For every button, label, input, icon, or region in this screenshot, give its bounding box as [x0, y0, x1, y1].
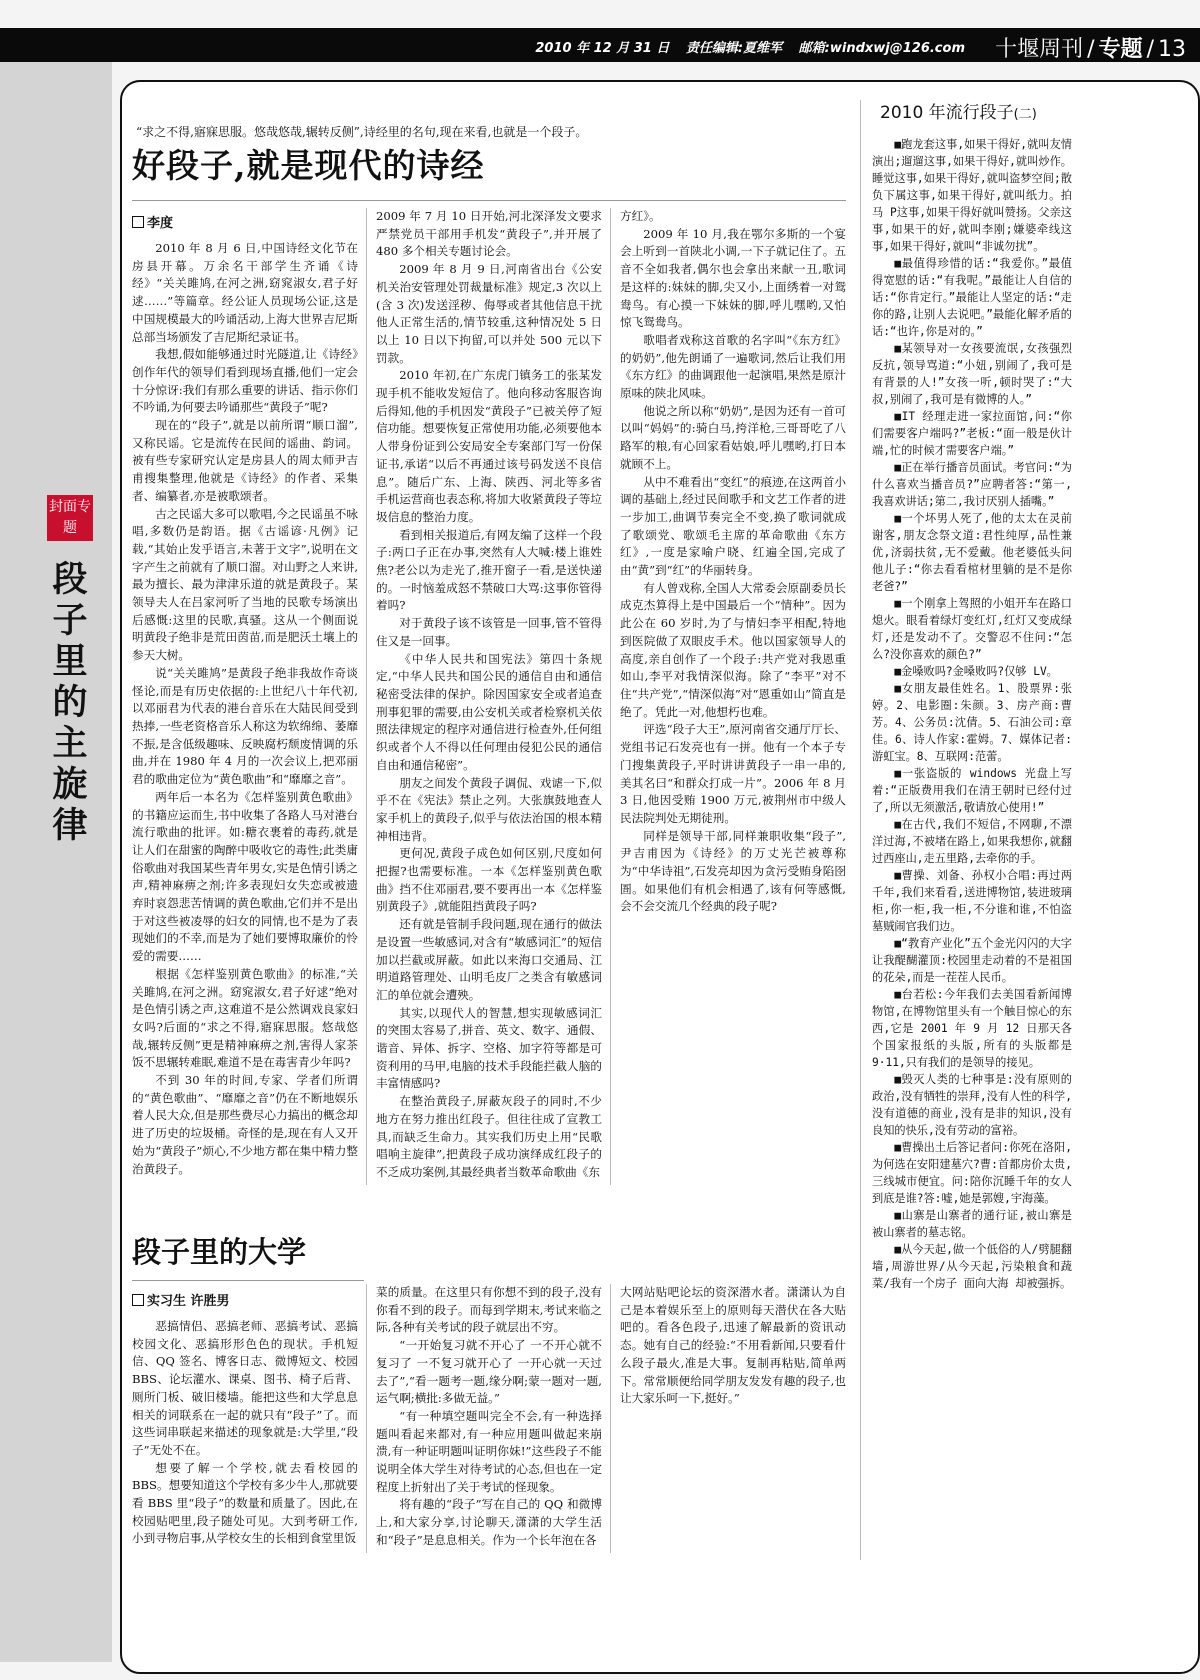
paper-brand: 十堰周刊 / 专题 / 13 — [995, 37, 1186, 62]
paragraph: 朋友之间发个黄段子调侃、戏谑一下,似乎不在《宪法》禁止之列。大张旗鼓地查人家手机上的黄段子,似乎与依法治国的根本精神相违背。 — [376, 775, 602, 843]
sidebar-title — [880, 98, 1080, 123]
paragraph: 从中不难看出“变红”的痕迹,在这两首小调的基础上,经过民间歌手和文艺工作者的进一步加工,曲调节奏完全不变,换了歌词就成了歌颂党、歌颂毛主席的革命歌曲《东方红》,一度是家喻户晓、红遍全国,完成了由“黄”到“红”的华丽转身。 — [620, 474, 846, 578]
joke-item: ■毁灭人类的七种事是:没有原则的政治,没有牺牲的崇拜,没有人性的科学,没有道德的商业,没有是非的知识,没有良知的快乐,没有劳动的富裕。 — [872, 1073, 1072, 1137]
paragraph: “一开始复习就不开心了 一不开心就不复习了 一不复习就开心了 一开心就一天过去了”,“看一题考一题,缘分啊;蒙一题对一题,运气啊;横批:多做无益。” — [376, 1338, 602, 1406]
paragraph: 现在的“段子”,就是以前所谓“顺口溜”,又称民谣。它是流传在民间的谣曲、韵词。被有些专家研究认定是房县人的周太师尹吉甫搜集整理,他就是《诗经》的作者、采集者、编纂者,亦是被歌颂者。 — [132, 418, 358, 503]
paragraph: 说“关关雎鸠”是黄段子绝非我故作奇谈怪论,而是有历史依据的:上世纪八十年代初,以邓丽君为代表的港台音乐在大陆民间受到热捧,一些老资格音乐人称这为软绵绵、萎靡不振,是含低级趣味、反映腐朽颓废情调的乐曲,并在 1980 年 4 月的一次会议上,把邓丽君的歌曲定位为“黄色歌曲”和“靡靡之音”。 — [132, 665, 358, 787]
paragraph: 对于黄段子该不该管是一回事,管不管得住又是一回事。 — [376, 616, 602, 648]
joke-item: ■跑龙套这事,如果干得好,就叫友情演出;遛遛这事,如果干得好,就叫炒作。睡觉这事,如果干得好,就叫盗梦空间;散负下属这事,如果干得好,就叫纸力。拍马 P这事,如果干得好就叫赞扬。父亲这事,如果干的好,就叫李刚;嫌婆牵线这事,如果干得好,就叫“非诚勿扰”。 — [872, 138, 1072, 253]
paragraph: 更何况,黄段子成色如何区别,尺度如何把握?也需要标准。一本《怎样鉴别黄色歌曲》挡不住邓丽君,要不要再出一本《怎样鉴别黄段子》,就能阻挡黄段子吗? — [376, 846, 602, 914]
paragraph: 不到 30 年的时间,专家、学者们所谓的“黄色歌曲”、“靡靡之音”仍在不断地娱乐着人民大众,但是那些费尽心力搞出的概念却进了历史的垃圾桶。奇怪的是,现在有人又开始为“黄段子”烦心,不少地方都在集中精力整治黄段子。 — [132, 1073, 358, 1176]
joke-item: ■一个坏男人死了,他的太太在灵前谢客,朋友念祭文道:君性纯厚,品性兼优,济弱扶贫,无不爱戴。他老婆低头问他儿子:“你去看看棺材里躺的是不是你老爸?” — [872, 512, 1072, 593]
paragraph: 歌唱者戏称这首歌的名字叫“《东方红》的奶奶”,他先朗诵了一遍歌词,然后让我们用《东方红》的曲调跟他一起演唱,果然是原汁原味的陕北风味。 — [620, 332, 846, 401]
article1-title: 好段子,就是现代的诗经 — [132, 146, 485, 185]
paragraph: 在整治黄段子,屏蔽灰段子的同时,不少地方在努力推出红段子。但往往成了宣教工具,而缺乏生命力。其实我们历史上用“民歌唱响主旋律”,把黄段子成功演绎成红段子的不乏成功案例,其最经典者当数革命歌曲《东 — [376, 1094, 602, 1179]
byline-name: 李度 — [147, 216, 174, 231]
paragraph: 将有趣的“段子”写在自己的 QQ 和微博上,和大家分享,讨论聊天,潇潇的大学生活和“段子”是息息相关。作为一个长年泡在各 — [376, 1497, 602, 1547]
paragraph: 2009 年 8 月 9 日,河南省出台《公安机关治安管理处罚裁量标准》规定,3 次以上(含 3 次)发送淫秽、侮辱或者其他信息干扰他人正常生活的,情节较重,这种情况处 5 日以上 10 日以下拘留,可以并处 500 元以下罚款。 — [376, 262, 602, 365]
article1-column-3 — [620, 208, 846, 1185]
joke-item: ■“教育产业化”五个金光闪闪的大字让我醍醐灌顶:校园里走动着的不是祖国的花朵,而是一茬茬人民币。 — [872, 937, 1072, 984]
joke-item: ■一张盗版的 windows 光盘上写着:“正版费用我们在清王朝时已经付过了,所以无须激活,敬请放心使用!” — [872, 767, 1072, 814]
paragraph: 想要了解一个学校,就去看校园的 BBS。想要知道这个学校有多少牛人,那就要看 BBS 里“段子”的数量和质量了。因此,在校园贴吧里,段子随处可见。大到考研工作,小到寻物启事,从学校女生的长相到食堂里饭 — [132, 1460, 358, 1546]
editor-credit: 责任编辑:夏维军 — [685, 41, 783, 56]
joke-item: ■IT 经理走进一家拉面馆,问:“你们需要客户端吗?”老板:“面一般是伙计端,忙的时候才需要客户端。” — [872, 410, 1072, 457]
byline-name: 实习生 许胜男 — [147, 1294, 230, 1309]
article1-byline — [132, 212, 173, 231]
article1-column-1 — [132, 240, 358, 1185]
joke-item: ■从今天起,做一个低俗的人/劈腿翻墙,周游世界/从今天起,污染粮食和蔬菜/我有一个房子 面向大海 却被强拆。 — [872, 1243, 1072, 1290]
paragraph-continued: 方红》。 — [620, 209, 661, 223]
title-rule — [132, 200, 846, 201]
side-title: 段子里的主旋律 — [47, 560, 87, 847]
joke-item: ■正在举行播音员面试。考官问:“为什么喜欢当播音员?”应聘者答:“第一,我喜欢讲话;第二,我讨厌别人插嘴。” — [872, 461, 1072, 508]
paragraph: 古之民谣大多可以歌唱,今之民谣虽不咏唱,多数仍是韵语。据《古谣谚·凡例》记载,“其始止发乎语言,未著于文字”,说明在文字产生之前就有了顺口溜。对山野之人来讲,最为擅长、最为津津乐道的就是黄段子。某领导夫人在吕家河听了当地的民歌专场演出后感慨:这里的民歌,真骚。这从一个侧面说明黄段子绝非是荒田茵苗,而是肥沃土壤上的参天大树。 — [132, 506, 358, 663]
paragraph: 同样是领导干部,同样兼职收集“段子”,尹吉甫因为《诗经》的万丈光芒被尊称为“中华诗祖”,石发亮却因为贪污受贿身陷囹圄。如果他们有机会相遇了,该有何等感慨,会不会交流几个经典的段子呢? — [620, 828, 846, 914]
paragraph: 两年后一本名为《怎样鉴别黄色歌曲》的书籍应运而生,书中收集了各路人马对港台流行歌曲的批评。如:糖衣裹着的毒药,就是让人们在甜蜜的陶醉中吸收它的毒性;此类庸俗歌曲对我国某些青年男女,实是色情引诱之声,精神麻痹之剂;许多表现妇女失恋或被遗弃时哀怨悲苦情调的黄色歌曲,它们并不是出于对这些被凌辱的妇女的同情,也不是为了表现她们的不幸,而是为了她们要博取廉价的怜爱的需要…… — [132, 789, 358, 964]
article2-column-2 — [376, 1284, 602, 1553]
joke-item: ■山寨是山寨者的通行证,被山寨是被山寨者的墓志铭。 — [872, 1209, 1072, 1239]
title-rule — [132, 1280, 364, 1281]
article2-column-1 — [132, 1318, 358, 1553]
article1-column-2 — [376, 208, 602, 1185]
joke-item: ■一个刚拿上驾照的小姐开车在路口熄火。眼看着绿灯变红灯,红灯又变成绿灯,还是发动不了。交警忍不住问:“怎么?没你喜欢的颜色?” — [872, 597, 1072, 661]
paragraph: 其实,以现代人的智慧,想实现敏感词汇的突围太容易了,拼音、英文、数字、通假、谐音、异体、拆字、空格、加字符等都是可资利用的马甲,电脑的技术手段能拦截人脑的丰富情感吗? — [376, 1005, 602, 1091]
column-divider — [610, 208, 611, 1185]
joke-item: ■最值得珍惜的话:“我爱你。”最值得宽慰的话:“有我呢。”最能让人自信的话:“你肯定行。”最能让人坚定的话:“走你的路,让别人去说吧。”最能化解矛盾的话:“也许,你是对的。” — [872, 257, 1072, 338]
column-divider — [366, 1284, 367, 1553]
paragraph: 评选“段子大王”,原河南省交通厅厅长、党组书记石发亮也有一拼。他有一个本子专门搜集黄段子,平时讲讲黄段子一串一串的,美其名曰“和群众打成一片”。2006 年 8 月 3 日,他因受贿 1900 万元,被荆州市中级人民法院判处无期徒刑。 — [620, 722, 846, 825]
joke-item: ■台若松:今年我们去美国看新闻博物馆,在博物馆里头有一个触目惊心的东西,它是 2001 年 9 月 12 日那天各个国家报纸的头版,所有的头版都是 9·11,只有我们的是领导的接见。 — [872, 988, 1072, 1069]
article2-column-3 — [620, 1284, 846, 1553]
paragraph-continued: 大网站贴吧论坛的资深潜水者。潇潇认为自己是本着娱乐至上的原则每天潜伏在各大贴吧的。看各色段子,迅速了解最新的资讯动态。她有自己的经验:“不用看新闻,只要看什么段子最火,准是大事。复制再粘贴,简单两下。常常顺便给同学朋友发发有趣的段子,也让大家乐呵一下,挺好。” — [620, 1285, 846, 1406]
paragraph: 他说之所以称“奶奶”,是因为还有一首可以叫“妈妈”的:骑白马,挎洋枪,三哥哥吃了八路军的粮,有心回家看姑娘,呼儿嘿哟,打日本就顾不上。 — [620, 403, 846, 471]
editor-email: 邮箱:windxwj@126.com — [798, 41, 965, 56]
column-divider — [610, 1284, 611, 1553]
paragraph: 看到相关报道后,有网友编了这样一个段子:两口子正在办事,突然有人大喊:楼上谁姓焦?老公以为走光了,推开窗子一看,是送快递的。一时恼羞成怒不禁破口大骂:这事你管得着吗? — [376, 527, 602, 613]
joke-item: ■在古代,我们不短信,不网聊,不漂洋过海,不被堵在路上,如果我想你,就翻过西座山,走五里路,去牵你的手。 — [872, 818, 1072, 865]
issue-date: 2010 年 12 月 31 日 — [535, 41, 670, 56]
paragraph: 我想,假如能够通过时光隧道,让《诗经》创作年代的领导们看到现场直播,他们一定会十分惊讶:我们有那么重要的讲话、指示你们不吟诵,为何要去吟诵那些“黄段子”呢? — [132, 347, 358, 415]
sidebar-title-text: 2010 年流行段子 — [880, 103, 1014, 123]
paragraph-continued: 2009 年 7 月 10 日开始,河北深泽发文要求严禁党员干部用手机发“黄段子”,并开展了 480 多个相关专题讨论会。 — [376, 209, 602, 259]
page-header — [0, 28, 1200, 62]
left-margin-strip — [0, 62, 112, 1662]
paragraph: 有人曾戏称,全国人大常委会原副委员长成克杰算得上是中国最后一个“情种”。因为此公在 60 岁时,为了与情妇李平相配,特地到医院做了双眼皮手术。他以国家领导人的高度,亲自创作了一个段子:共产党对我恩重如山,李平对我情深似海。除了“李平”对不住“共产党”,“情深似海”对“恩重如山”简直是绝了。凭此一对,他想朽也难。 — [620, 580, 846, 719]
paragraph: 《中华人民共和国宪法》第四十条规定,“中华人民共和国公民的通信自由和通信秘密受法律的保护。除因国家安全或者追查刑事犯罪的需要,由公安机关或者检察机关依照法律规定的程序对通信进行检查外,任何组织或者个人不得以任何理由侵犯公民的通信自由和通信秘密”。 — [376, 651, 602, 772]
article2-byline — [132, 1290, 230, 1309]
section-name: 专题 — [1098, 37, 1143, 62]
section-tag: 封面专题 — [47, 495, 93, 541]
page-number: 13 — [1158, 37, 1186, 62]
sidebar-jokes — [872, 136, 1072, 1566]
article1-kicker: “求之不得,寤寐思服。悠哉悠哉,辗转反侧”,诗经里的名句,现在来看,也就是一个段子。 — [136, 125, 588, 139]
paragraph-continued: 菜的质量。在这里只有你想不到的段子,没有你看不到的段子。而每到学期末,考试来临之际,各种有关考试的段子就层出不穷。 — [376, 1285, 602, 1335]
paragraph: 2009 年 10 月,我在鄂尔多斯的一个宴会上听到一首陕北小调,一下子就记住了。五音不全如我者,偶尔也会拿出来献一丑,歌词是这样的:妹妹的脚,尖又小,上面绣着一对鸳鸯鸟。有心摸一下妹妹的脚,呼儿嘿哟,又怕惊飞鸳鸯鸟。 — [620, 226, 846, 330]
joke-item: ■女朋友最佳姓名。1、股票界:张婷。2、电影圈:朱颜。3、房产商:曹芳。4、公务员:沈倩。5、石油公司:章佳。6、诗人作家:霍姆。7、媒体记者:游虹宝。8、互联网:范蕾。 — [872, 682, 1072, 763]
paragraph: 根据《怎样鉴别黄色歌曲》的标准,“关关雎鸠,在河之洲。窈窕淑女,君子好逑”绝对是色情引诱之声,这难道不是公然调戏良家妇女吗?后面的“求之不得,寤寐思服。悠哉悠哉,辗转反侧”更是精神麻痹之剂,害得人家茶饭不思辗转难眠,难道不是在毒害青少年吗? — [132, 966, 358, 1070]
paragraph: “有一种填空题叫完全不会,有一种选择题叫看起来都对,有一种应用题叫做起来崩溃,有一种证明题叫证明你妹!”这些段子不能说明全体大学生对待考试的心态,但也在一定程度上折射出了关于考试的怪现象。 — [376, 1408, 602, 1494]
sidebar-divider — [860, 100, 861, 1560]
article2-title: 段子里的大学 — [132, 1235, 307, 1269]
paragraph: 2010 年初,在广东虎门镇务工的张某发现手机不能收发短信了。他向移动客服咨询后得知,他的手机因发“黄段子”已被关停了短信功能。想要恢复正常使用功能,必须要他本人带身份证到公安局安全专案部门写一份保证书,承诺“以后不再通过该号码发送不良信息”。随后广东、上海、陕西、河北等多省手机运营商也表态称,将加大收紧黄段子等垃圾信息的整治力度。 — [376, 368, 602, 524]
paper-name: 十堰周刊 — [995, 37, 1084, 62]
joke-item: ■某领导对一女孩要流氓,女孩强烈反抗,领导骂道:“小妞,别闹了,我可是有背景的人!”女孩一听,顿时哭了:“大叔,别闹了,我可是有微博的人。” — [872, 342, 1072, 406]
joke-item: ■曹操、刘备、孙权小合唱:再过两千年,我们来看看,送进博物馆,装进玻璃柜,你一柜,我一柜,不分谁和谁,不怕盗墓贼闹官我们边。 — [872, 869, 1072, 933]
sidebar-title-part: (二) — [1013, 107, 1037, 122]
column-divider — [366, 208, 367, 1185]
joke-item: ■金嗓败吗?金嗓败吗?仅够 LV。 — [894, 665, 1058, 678]
joke-item: ■曹操出土后答记者问:你死在洛阳,为何选在安阳建墓穴?曹:首都房价太贵,三线城市便宜。问:陪你沉睡千年的女人到底是谁?答:嘘,她是郭嫂,宇海藻。 — [872, 1141, 1072, 1205]
paragraph: 恶搞情侣、恶搞老师、恶搞考试、恶搞校园文化、恶搞形形色色的现状。手机短信、QQ 签名、博客日志、微博短文、校园 BBS、论坛灌水、课桌、图书、椅子后背、厕所门板、破旧楼墙。能把这些和大学息息相关的词联系在一起的就只有“段子”了。而这些词串联起来描述的现象就是:大学里,“段子”无处不在。 — [132, 1319, 358, 1457]
paragraph: 还有就是管制手段问题,现在通行的做法是设置一些敏感词,对含有“敏感词汇”的短信加以拦截或屏蔽。如此以来海口交通局、江明道路管理处、山明毛皮厂之类含有敏感词汇的单位就会遭殃。 — [376, 917, 602, 1002]
paragraph: 2010 年 8 月 6 日,中国诗经文化节在房县开幕。万余名干部学生齐诵《诗经》“关关雎鸠,在河之洲,窈窕淑女,君子好逑……”等篇章。经公证人员现场公证,这是中国规模最大的吟诵活动,上海大世界吉尼斯总部当场颁发了吉尼斯纪录证书。 — [132, 241, 358, 344]
header-info — [523, 37, 965, 56]
